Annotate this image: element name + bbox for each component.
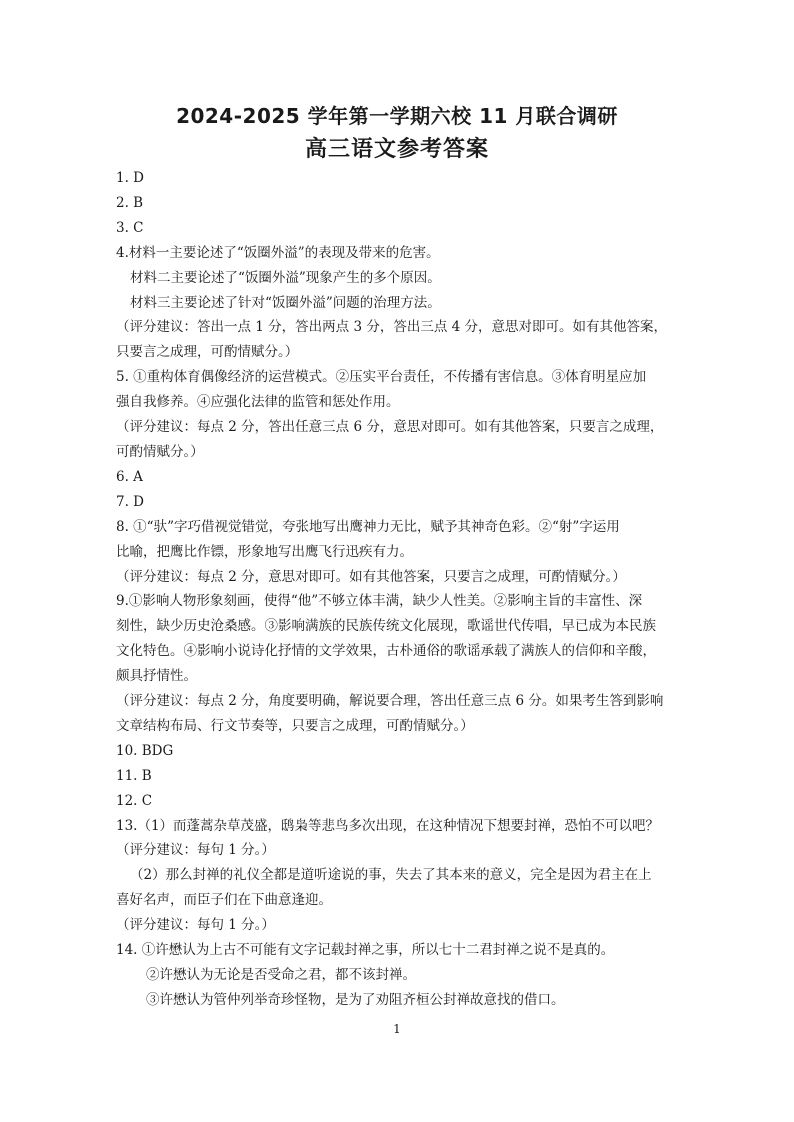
exam-subtitle: 高三语文参考答案 [304,137,489,162]
answer-line: 刻性，缺少历史沧桑感。③影响满族的民族传统文化展现，歌谣世代传唱，早已成为本民族 [116,618,656,635]
answer-line: 11. B [116,767,152,784]
answer-line: 14. ①许懋认为上古不可能有文字记载封禅之事，所以七十二君封禅之说不是真的。 [116,942,615,959]
answer-line: 10. BDG [116,742,174,759]
answer-line: （评分建议：每句 1 分。） [116,842,275,859]
page-number: 1 [393,1022,401,1036]
answer-line: （评分建议：每点 2 分，意思对即可。如有其他答案，只要言之成理，可酌情赋分。） [116,568,626,585]
answer-line: 7. D [116,493,144,510]
exam-title: 2024-2025 学年第一学期六校 11 月联合调研 [176,104,618,128]
answer-content [116,166,682,1013]
answer-line: 可酌情赋分。） [116,443,204,460]
answer-line: 5. ①重构体育偶像经济的运营模式。②压实平台责任，不传播有害信息。③体育明星应加 [116,369,647,386]
answer-line: （评分建议：每点 2 分，角度要明确，解说要合理，答出任意三点 6 分。如果考生答到影响 [116,693,664,710]
answer-line: 文章结构布局、行文节奏等，只要言之成理，可酌情赋分。） [116,717,474,734]
answer-line: 3. C [116,219,144,236]
answer-line: 4.材料一主要论述了“饭圈外溢”的表现及带来的危害。 [116,244,440,261]
answer-line: 比喻，把鹰比作镖，形象地写出鹰飞行迅疾有力。 [116,543,413,560]
answer-line: 材料三主要论述了针对“饭圈外溢”问题的治理方法。 [130,294,441,311]
answer-line: 2. B [116,194,144,211]
answer-line: 颇具抒情性。 [116,668,197,685]
answer-line: 13.（1）而蓬蒿杂草茂盛，鸱枭等悲鸟多次出现，在这种情况下想要封禅，恐怕不可以吧？ [116,817,660,834]
answer-line: 喜好名声，而臣子们在下曲意逢迎。 [116,892,332,909]
answer-line: 9.①影响人物形象刻画，使得“他”不够立体丰满，缺少人性美。②影响主旨的丰富性、深 [116,593,643,610]
answer-line: 强自我修养。④应强化法律的监管和惩处作用。 [116,394,400,411]
answer-line: 6. A [116,468,143,485]
answer-line: （评分建议：每句 1 分。） [116,917,275,934]
answer-line: 1. D [116,170,144,186]
answer-line: ②许懋认为无论是否受命之君，都不该封禅。 [146,967,416,983]
answer-line: （评分建议：答出一点 1 分，答出两点 3 分，答出三点 4 分，意思对即可。如有其他答案， [116,319,668,336]
answer-line: 材料二主要论述了“饭圈外溢”现象产生的多个原因。 [130,269,441,286]
answer-line: 12. C [116,792,153,809]
answer-line: （2）那么封禅的礼仪全都是道听途说的事，失去了其本来的意义，完全是因为君主在上 [130,867,652,884]
answer-line: 只要言之成理，可酌情赋分。） [116,344,299,361]
answer-line: 8. ①“驮”字巧借视觉错觉，夸张地写出鹰神力无比，赋予其神奇色彩。②“射”字运用 [116,518,620,535]
answer-line: 文化特色。④影响小说诗化抒情的文学效果，古朴通俗的歌谣承载了满族人的信仰和辛酸， [116,643,656,660]
answer-line: ③许懋认为管仲列举奇珍怪物，是为了劝阻齐桓公封禅故意找的借口。 [146,991,565,1008]
answer-line: （评分建议：每点 2 分，答出任意三点 6 分，意思对即可。如有其他答案，只要言之成理， [116,419,664,436]
